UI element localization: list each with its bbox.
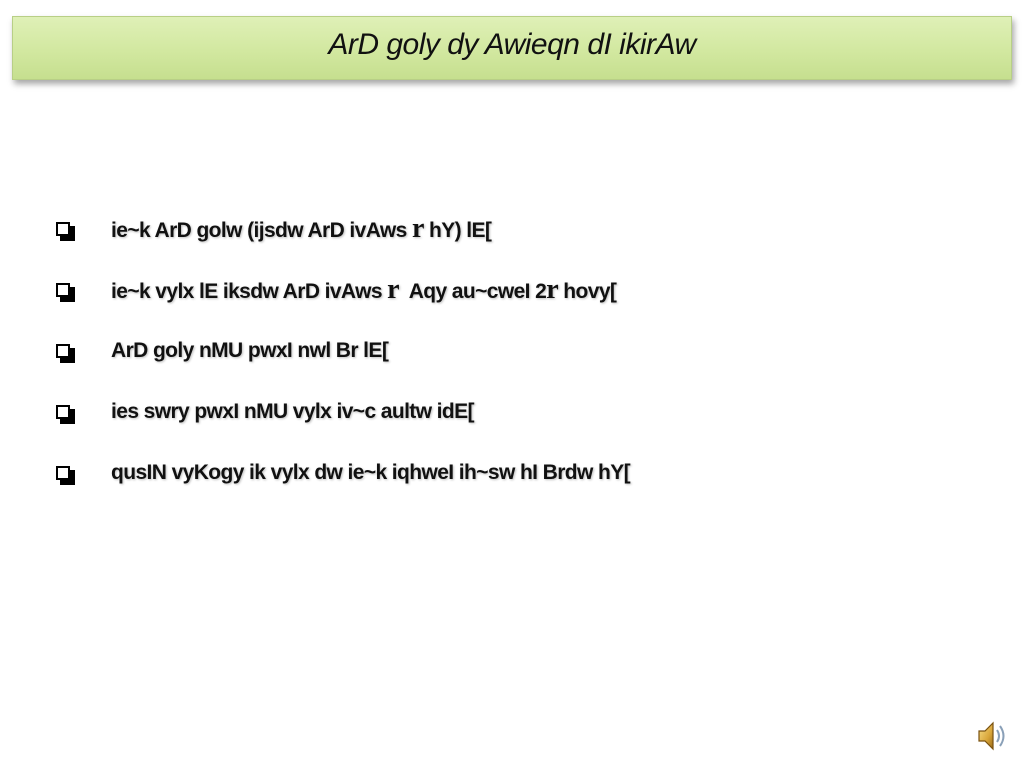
bullet-text-part: r	[411, 213, 424, 244]
bullet-text	[111, 212, 491, 248]
bullet-text-part: r	[546, 274, 559, 305]
bullet-text-part: qusIN vyKogy ik vylx dw ie~k iqhweI ih~sw hI Brdw hY[	[111, 461, 631, 484]
list-item	[56, 212, 630, 273]
checkbox-bullet-icon	[56, 344, 76, 364]
bullet-text-part: Aqy au~cweI 2	[399, 280, 547, 303]
bullet-text	[111, 456, 630, 490]
bullet-text-part: hY) lE[	[423, 219, 492, 242]
checkbox-bullet-icon	[56, 466, 76, 486]
bullet-text-part: ArD goly nMU pwxI nwl Br lE[	[111, 339, 389, 362]
list-item	[56, 456, 630, 517]
speaker-icon[interactable]	[974, 718, 1010, 754]
bullet-text-part: ies swry pwxI nMU vylx iv~c aultw idE[	[111, 400, 474, 423]
bullet-list	[56, 212, 630, 517]
checkbox-bullet-icon	[56, 283, 76, 303]
checkbox-bullet-icon	[56, 405, 76, 425]
bullet-text	[111, 273, 616, 309]
list-item	[56, 273, 630, 334]
bullet-text	[111, 334, 388, 368]
list-item	[56, 334, 630, 395]
list-item	[56, 395, 630, 456]
bullet-text	[111, 395, 474, 429]
bullet-text-part: ie~k vylx lE iksdw ArD ivAws	[111, 280, 388, 303]
bullet-text-part: ie~k ArD golw (ijsdw ArD ivAws	[111, 219, 412, 242]
bullet-text-part: r	[387, 274, 399, 305]
slide-title: ArD goly dy Awieqn dI ikirAw	[328, 28, 696, 61]
bullet-text-part: hovy[	[558, 280, 617, 303]
checkbox-bullet-icon	[56, 222, 76, 242]
title-bar	[12, 16, 1012, 80]
